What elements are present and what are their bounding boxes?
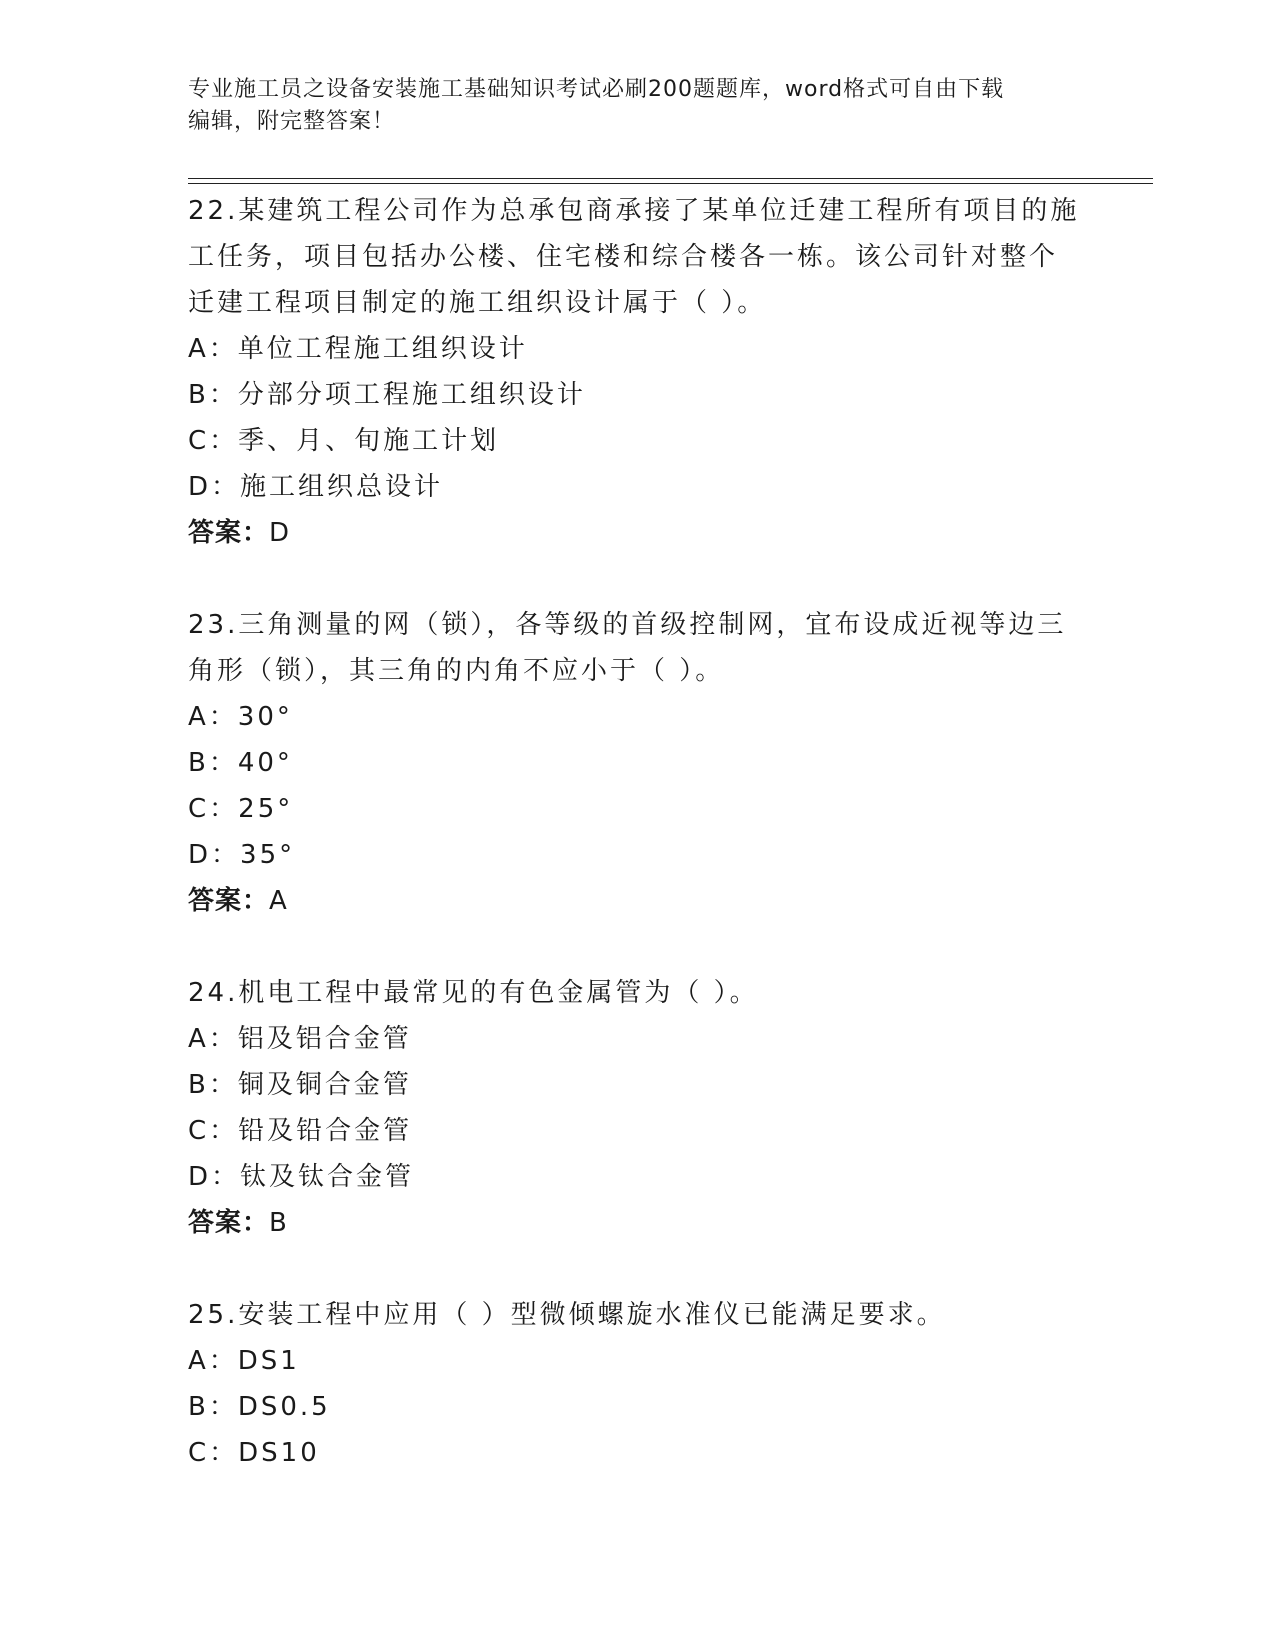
question-stem-line: 25.安装工程中应用（ ）型微倾螺旋水准仪已能满足要求。 <box>188 1300 946 1330</box>
question-stem-line: 迁建工程项目制定的施工组织设计属于（ ）。 <box>188 288 767 318</box>
question-25 <box>188 1292 1088 1476</box>
option-d: D：钛及钛合金管 <box>188 1162 415 1192</box>
header-title-line-2: 编辑，附完整答案！ <box>188 109 396 134</box>
option-b: B：DS0.5 <box>188 1392 331 1422</box>
option-a: A：DS1 <box>188 1346 300 1376</box>
question-22 <box>188 188 1088 556</box>
header-divider <box>188 178 1153 184</box>
option-b: B：分部分项工程施工组织设计 <box>188 380 586 410</box>
answer-value: B <box>269 1208 288 1238</box>
answer <box>188 1200 1088 1246</box>
option-c: C：季、月、旬施工计划 <box>188 426 500 456</box>
header-title-line-1: 专业施工员之设备安装施工基础知识考试必刷200题题库，word格式可自由下载 <box>188 77 1005 102</box>
question-stem-line: 22.某建筑工程公司作为总承包商承接了某单位迁建工程所有项目的施 <box>188 196 1080 226</box>
question-stem-line: 角形（锁），其三角的内角不应小于（ ）。 <box>188 656 725 686</box>
answer-label: 答案： <box>188 886 270 916</box>
option-c: C：25° <box>188 794 294 824</box>
question-23 <box>188 602 1088 924</box>
question-24 <box>188 970 1088 1246</box>
option-a: A：30° <box>188 702 293 732</box>
answer-value: D <box>269 518 291 548</box>
question-stem-line: 24.机电工程中最常见的有色金属管为（ ）。 <box>188 978 759 1008</box>
question-stem-line: 23.三角测量的网（锁），各等级的首级控制网，宜布设成近视等边三 <box>188 610 1067 640</box>
document-header <box>188 74 1088 138</box>
option-c: C：铅及铅合金管 <box>188 1116 413 1146</box>
question-stem-line: 工任务，项目包括办公楼、住宅楼和综合楼各一栋。该公司针对整个 <box>188 242 1059 272</box>
option-a: A：铝及铝合金管 <box>188 1024 412 1054</box>
option-d: D：施工组织总设计 <box>188 472 444 502</box>
answer-label: 答案： <box>188 1208 270 1238</box>
option-a: A：单位工程施工组织设计 <box>188 334 528 364</box>
option-b: B：铜及铜合金管 <box>188 1070 412 1100</box>
answer-value: A <box>269 886 288 916</box>
answer <box>188 878 1088 924</box>
option-d: D：35° <box>188 840 296 870</box>
option-b: B：40° <box>188 748 293 778</box>
answer <box>188 510 1088 556</box>
answer-label: 答案： <box>188 518 270 548</box>
question-list <box>188 188 1088 1522</box>
option-c: C：DS10 <box>188 1438 320 1468</box>
